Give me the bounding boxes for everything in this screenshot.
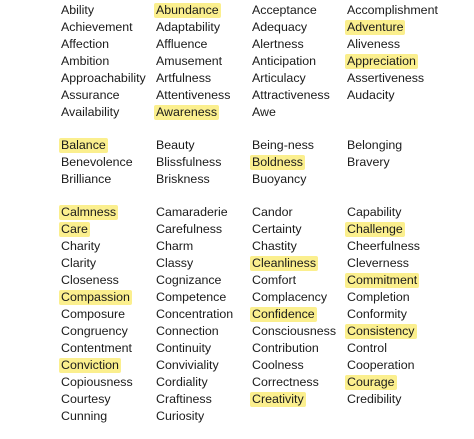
word-text: Belonging [347,138,403,152]
word [156,154,223,171]
word [61,53,148,70]
word [347,357,422,374]
word [252,289,338,306]
word-group-b [156,137,223,188]
word [61,238,135,255]
word-text: Curiosity [156,409,205,423]
word [61,36,148,53]
word [156,391,235,408]
word [252,238,338,255]
word-text: Charm [156,239,194,253]
highlighted-word [347,221,422,238]
word-text: Credibility [347,392,402,406]
word [156,19,232,36]
word [156,171,223,188]
word-text: Copiousness [61,375,133,389]
word-text: Chastity [252,239,297,253]
word-text: Conviction [61,358,119,372]
word-text: Concentration [156,307,234,321]
word-text: Correctness [252,375,319,389]
highlighted-word [61,221,135,238]
word [61,19,148,36]
word [156,238,235,255]
word-group-c [156,204,235,425]
word-group-c [252,204,338,408]
word [347,289,422,306]
word-text: Availability [61,105,120,119]
word-text: Cunning [61,409,108,423]
word [61,391,135,408]
word-text: Control [347,341,387,355]
word [252,171,316,188]
word-text: Coolness [252,358,304,372]
word [156,272,235,289]
word [61,255,135,272]
word [61,171,135,188]
word [252,340,338,357]
word-group-a [61,2,148,121]
word [61,87,148,104]
word-text: Brilliance [61,172,112,186]
word-text: Charity [61,239,101,253]
word [61,323,135,340]
word [347,2,440,19]
word-text: Adaptability [156,20,221,34]
word-text: Assurance [61,88,120,102]
word-text: Classy [156,256,194,270]
word [156,204,235,221]
highlighted-word [252,391,338,408]
highlighted-word [347,53,440,70]
word-text: Certainty [252,222,302,236]
word [252,53,332,70]
word [252,87,332,104]
word [61,154,135,171]
word [347,87,440,104]
word-text: Contribution [252,341,319,355]
word [347,255,422,272]
word-text: Consistency [347,324,415,338]
word-text: Cleanliness [252,256,317,270]
word [252,204,338,221]
word-text: Affluence [156,37,208,51]
word-text: Ability [61,3,95,17]
word [156,137,223,154]
word [156,70,232,87]
word-text: Cordiality [156,375,208,389]
word-text: Courage [347,375,395,389]
word [156,53,232,70]
word-text: Alertness [252,37,304,51]
word [252,70,332,87]
word-text: Compassion [61,290,130,304]
highlighted-word [61,204,135,221]
word [252,357,338,374]
word-text: Awareness [156,105,218,119]
word [156,87,232,104]
word [61,70,148,87]
word-group-c [61,204,135,425]
word [347,70,440,87]
word [61,104,148,121]
highlighted-word [61,289,135,306]
word-group-c [347,204,422,408]
word [347,340,422,357]
highlighted-word [61,137,135,154]
word-group-b [347,137,404,171]
word-text: Attentiveness [156,88,231,102]
word [252,137,316,154]
word-text: Challenge [347,222,403,236]
word [347,391,422,408]
word-text: Adventure [347,20,404,34]
highlighted-word [347,19,440,36]
word-text: Accomplishment [347,3,438,17]
word-text: Consciousness [252,324,337,338]
word [252,221,338,238]
word-text: Achievement [61,20,133,34]
word-text: Adequacy [252,20,308,34]
word-text: Boldness [252,155,303,169]
word [156,306,235,323]
word-text: Clarity [61,256,97,270]
word-text: Calmness [61,205,117,219]
word [347,36,440,53]
word-text: Continuity [156,341,212,355]
word-text: Camaraderie [156,205,228,219]
word-text: Approachability [61,71,146,85]
word-text: Aliveness [347,37,401,51]
word [61,408,135,425]
word-text: Anticipation [252,54,317,68]
word [252,104,332,121]
word-group-b [252,137,316,188]
word-text: Affection [61,37,109,51]
word-text: Cognizance [156,273,222,287]
word-text: Articulacy [252,71,306,85]
word-group-a [347,2,440,104]
word-group-b [61,137,135,188]
highlighted-word [347,374,422,391]
word-text: Benevolence [61,155,133,169]
word-text: Assertiveness [347,71,425,85]
word-text: Connection [156,324,219,338]
word [156,289,235,306]
highlighted-word [252,154,316,171]
word-text: Closeness [61,273,119,287]
word-text: Blissfulness [156,155,222,169]
word-text: Bravery [347,155,390,169]
word [347,238,422,255]
word-text: Acceptance [252,3,317,17]
word [61,2,148,19]
word-text: Composure [61,307,126,321]
highlighted-word [347,272,422,289]
word [347,306,422,323]
word-text: Briskness [156,172,210,186]
word [61,340,135,357]
word [61,374,135,391]
word-text: Capability [347,205,402,219]
word-text: Care [61,222,88,236]
word [252,36,332,53]
word-text: Artfulness [156,71,212,85]
word-text: Attractiveness [252,88,330,102]
word [156,408,235,425]
word-text: Ambition [61,54,110,68]
word-text: Craftiness [156,392,212,406]
highlighted-word [252,306,338,323]
word-text: Commitment [347,273,418,287]
word-group-a [156,2,232,121]
word-text: Conviviality [156,358,219,372]
word-text: Cheerfulness [347,239,421,253]
word-text: Balance [61,138,106,152]
word-text: Appreciation [347,54,416,68]
word [156,255,235,272]
word-text: Audacity [347,88,395,102]
word-text: Being-ness [252,138,314,152]
word [156,36,232,53]
word [252,19,332,36]
word [347,204,422,221]
word-text: Courtesy [61,392,111,406]
highlighted-word [252,255,338,272]
word-text: Abundance [156,3,219,17]
word [61,272,135,289]
word [156,323,235,340]
word [252,272,338,289]
word [156,374,235,391]
word-text: Creativity [252,392,304,406]
word-text: Complacency [252,290,328,304]
word-text: Cooperation [347,358,415,372]
word-text: Carefulness [156,222,223,236]
word-text: Beauty [156,138,195,152]
word [252,323,338,340]
word-text: Awe [252,105,276,119]
highlighted-word [156,2,232,19]
word-text: Conformity [347,307,407,321]
word-text: Competence [156,290,227,304]
word [252,2,332,19]
word [156,221,235,238]
word-text: Comfort [252,273,297,287]
word-text: Contentment [61,341,132,355]
word-text: Congruency [61,324,128,338]
word [61,306,135,323]
highlighted-word [156,104,232,121]
highlighted-word [61,357,135,374]
word-text: Candor [252,205,293,219]
word [156,340,235,357]
word-text: Confidence [252,307,315,321]
highlighted-word [347,323,422,340]
word-group-a [252,2,332,121]
word [252,374,338,391]
word [347,154,404,171]
word-text: Buoyancy [252,172,307,186]
word-text: Amusement [156,54,223,68]
word [156,357,235,374]
word-text: Cleverness [347,256,409,270]
word [347,137,404,154]
word-text: Completion [347,290,410,304]
